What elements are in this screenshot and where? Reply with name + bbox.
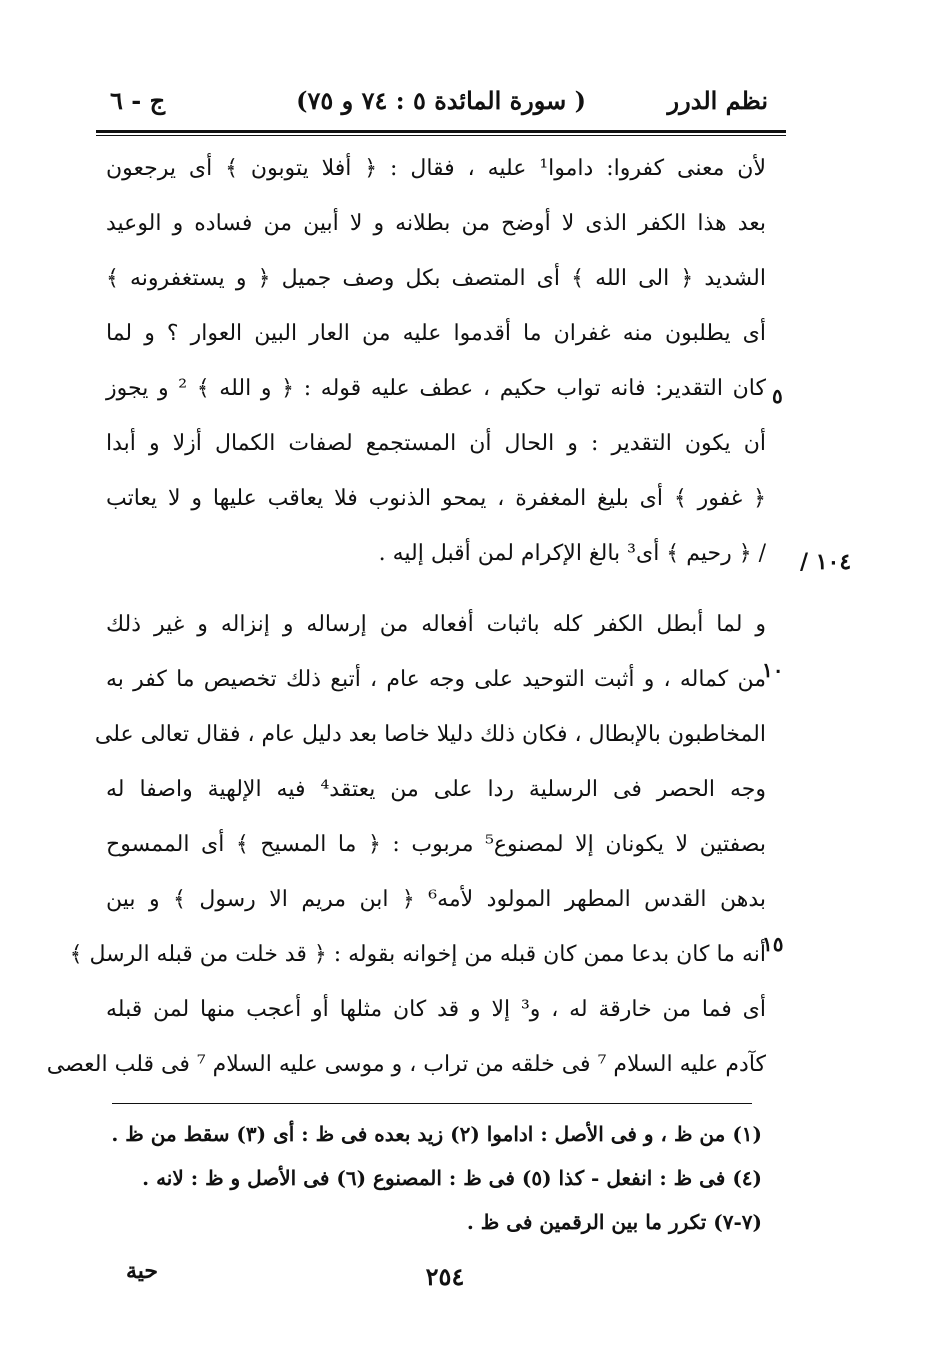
text-line: كان التقدير: فانه تواب حكيم ، عطف عليه قوله : ﴿ و الله ﴾ ² و يجوز (106, 376, 766, 401)
text-line: من كماله ، و أثبت التوحيد على وجه عام ، أتبع ذلك تخصيص ما كفر به (106, 667, 766, 692)
text-line: المخاطبون بالإبطال ، فكان ذلك دليلا خاصا بعد دليل عام ، فقال تعالى على (94, 722, 766, 747)
catchword: حية (126, 1258, 159, 1284)
footnote-line: (١) من ظ ، و فى الأصل : اداموا (٢) زيد بعده فى ظ : أى (٣) سقط من ظ . (111, 1122, 762, 1146)
line-number-5: ٥ (772, 384, 783, 408)
text-line: كآدم عليه السلام ⁷ فى خلقه من تراب ، و موسى عليه السلام ⁷ فى قلب العصى (46, 1052, 766, 1077)
text-line: / ﴿ رحيم ﴾ أى³ بالغ الإكرام لمن أقبل إليه . (378, 541, 766, 566)
footnote-rule (112, 1103, 752, 1104)
text-line: أى فما من خارقة له ، و³ إلا و قد كان مثلها أو أعجب منها لمن قبله (106, 997, 766, 1022)
surah-reference: ( سورة المائدة ٥ : ٧٤ و ٧٥) (296, 86, 586, 115)
volume-label: ج - ٦ (110, 86, 166, 115)
manuscript-folio-ref: ١٠٤ / (800, 549, 852, 575)
line-number-15: ١٥ (762, 932, 784, 956)
text-line: بصفتين لا يكونان إلا لمصنوع⁵ مربوب : ﴿ ما المسيح ﴾ أى الممسوح (106, 832, 766, 857)
footnote-line: (٧-٧) تكرر ما بين الرقمين فى ظ . (466, 1210, 762, 1234)
header-rule (96, 130, 786, 136)
text-line: الشديد ﴿ الى الله ﴾ أى المتصف بكل وصف جميل ﴿ و يستغفرونه ﴾ (106, 266, 766, 291)
text-line: و لما أبطل الكفر كله باثبات أفعاله من إرساله و إنزاله و غير ذلك (106, 612, 766, 637)
text-line: أنه ما كان بدعا ممن كان قبله من إخوانه بقوله : ﴿ قد خلت من قبله الرسل ﴾ (69, 942, 766, 967)
text-line: أى يطلبون منه غفران ما أقدموا عليه من العار البين العوار ؟ و لما (106, 321, 766, 346)
text-line: وجه الحصر فى الرسلية ردا على من يعتقد⁴ فيه الإلهية واصفا له (106, 777, 766, 802)
footnote-line: (٤) فى ظ : انفعل - كذا (٥) فى ظ : المصنوع (٦) فى الأصل و ظ : لانه . (142, 1166, 762, 1190)
text-line: ﴿ غفور ﴾ أى بليغ المغفرة ، يمحو الذنوب فلا يعاقب عليها و لا يعاتب (106, 486, 766, 511)
book-title: نظم الدرر (667, 86, 768, 115)
text-line: لأن معنى كفروا: داموا¹ عليه ، فقال : ﴿ أفلا يتوبون ﴾ أى يرجعون (106, 156, 766, 181)
line-number-10: ١٠ (762, 658, 784, 682)
text-line: بعد هذا الكفر الذى لا أوضح من بطلانه و لا أبين من فساده و الوعيد (106, 211, 766, 236)
page-header (96, 78, 786, 128)
footnotes (112, 1112, 762, 1244)
main-text (46, 141, 766, 1092)
text-line: أن يكون التقدير : و الحال أن المستجمع لصفات الكمال أزلا و أبدا (106, 431, 766, 456)
page-number: ٢٥٤ (425, 1262, 465, 1291)
text-line: بدهن القدس المطهر المولود لأمه⁶ ﴿ ابن مريم الا رسول ﴾ و بين (106, 887, 766, 912)
